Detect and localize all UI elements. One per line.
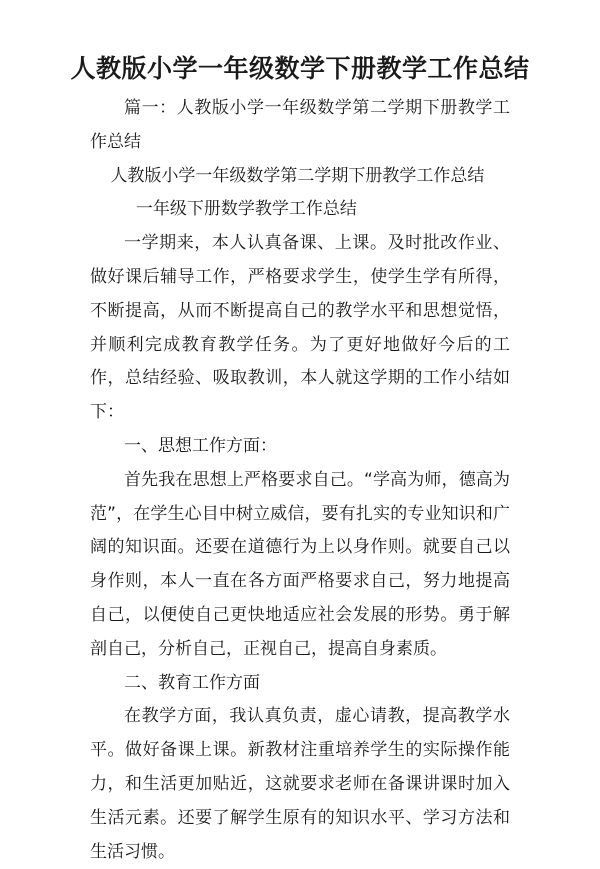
document-body [90, 92, 510, 869]
paragraph: 在教学方面，我认真负责，虚心请教，提高教学水平。做好备课上课。新教材注重培养学生的实际操作能力，和生活更加贴近，这就要求老师在备课讲课时加入生活元素。还要了解学生原有的知识水平、学习方法和生活习惯。 [90, 706, 510, 862]
section-heading: 二、教育工作方面 [124, 672, 260, 693]
subtitle: 人教版小学一年级数学第二学期下册教学工作总结 [110, 165, 485, 186]
section-heading: 一、思想工作方面： [124, 435, 277, 456]
subtitle: 一年级下册数学教学工作总结 [135, 199, 357, 220]
paragraph: 一学期来，本人认真备课、上课。及时批改作业、做好课后辅导工作，严格要求学生，使学生学有所得，不断提高，从而不断提高自己的教学水平和思想觉悟，并顺利完成教育教学任务。为了更好地做好今后的工作，总结经验、吸取教训，本人就这学期的工作小结如下： [90, 233, 510, 423]
document-title: 人教版小学一年级数学下册教学工作总结 [70, 54, 530, 83]
paragraph: 首先我在思想上严格要求自己。“学高为师，德高为范”，在学生心目中树立威信，要有扎实的专业知识和广阔的知识面。还要在道德行为上以身作则。就要自己以身作则，本人一直在各方面严格要求自己，努力地提高自己，以便使自己更快地适应社会发展的形势。勇于解剖自己，分析自己，正视自己，提高自身素质。 [90, 469, 510, 659]
section-heading: 篇一：人教版小学一年级数学第二学期下册教学工作总结 [90, 98, 510, 152]
